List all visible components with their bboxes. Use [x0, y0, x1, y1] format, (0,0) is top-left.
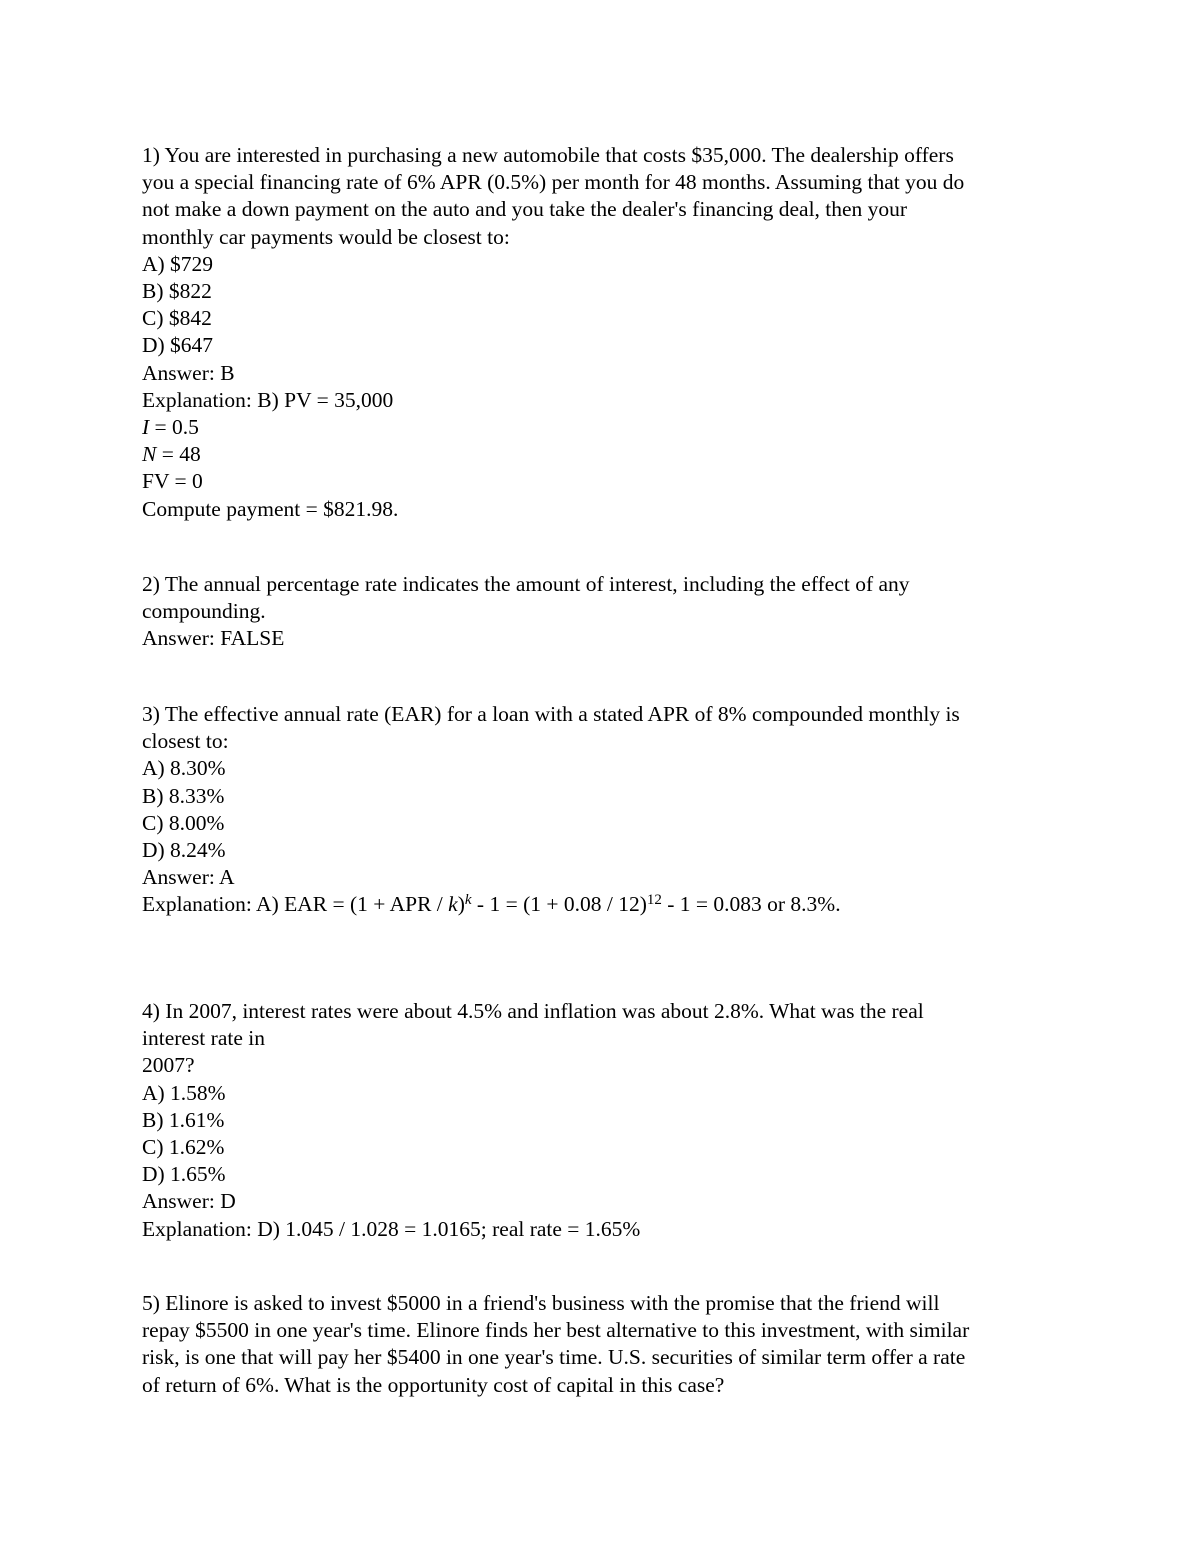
option-a: A) $729: [142, 251, 214, 276]
explanation-line: Compute payment = $821.98.: [142, 496, 399, 521]
exponent-12: 12: [646, 892, 662, 909]
question-stem-line: 3) The effective annual rate (EAR) for a loan with a stated APR of 8% compounded monthly is: [142, 702, 960, 726]
variable-name: I: [142, 415, 150, 440]
explanation: Explanation: D) 1.045 / 1.028 = 1.0165; real rate = 1.65%: [142, 1216, 641, 1241]
question-stem-line: of return of 6%. What is the opportunity cost of capital in this case?: [142, 1372, 725, 1397]
question-stem-line: 1) You are interested in purchasing a new automobile that costs $35,000. The dealership offers: [142, 143, 954, 167]
question-stem-line: 4) In 2007, interest rates were about 4.5% and inflation was about 2.8%. What was the real: [142, 999, 924, 1023]
explanation: Explanation: B) PV = 35,000: [142, 387, 394, 412]
question-stem-line: compounding.: [142, 599, 266, 624]
question-stem-line: 2) The annual percentage rate indicates the amount of interest, including the effect of any: [142, 572, 910, 596]
option-b: B) 1.61%: [142, 1107, 225, 1132]
question-stem-line: interest rate in: [142, 1026, 265, 1051]
answer: Answer: D: [142, 1189, 236, 1214]
exponent-k: k: [464, 892, 472, 909]
answer: Answer: FALSE: [142, 626, 285, 651]
answer: Answer: B: [142, 360, 235, 385]
question-stem-line: not make a down payment on the auto and you take the dealer's financing deal, then your: [142, 197, 908, 222]
option-d: D) 1.65%: [142, 1162, 226, 1187]
variable-name: N: [142, 442, 157, 467]
question-5: [142, 1290, 1062, 1399]
question-stem-line: you a special financing rate of 6% APR (0.5%) per month for 48 months. Assuming that you do: [142, 170, 965, 195]
option-b: B) 8.33%: [142, 783, 225, 808]
explanation-line: [142, 441, 1062, 468]
variable-value: = 0.5: [149, 415, 199, 440]
variable-value: = 48: [156, 442, 201, 467]
question-stem-line: 5) Elinore is asked to invest $5000 in a friend's business with the promise that the friend will: [142, 1291, 940, 1315]
explanation-line: FV = 0: [142, 469, 203, 494]
option-b: B) $822: [142, 279, 212, 304]
variable-k: k: [448, 892, 458, 917]
explanation-text: - 1 = (1 + 0.08 / 12): [471, 892, 647, 917]
option-c: C) 1.62%: [142, 1135, 225, 1160]
question-3: [142, 701, 1062, 919]
explanation-text: - 1 = 0.083 or 8.3%.: [661, 892, 841, 917]
option-a: A) 1.58%: [142, 1080, 226, 1105]
explanation-text: Explanation: A) EAR = (1 + APR /: [142, 892, 449, 917]
explanation: [142, 891, 1062, 918]
question-stem-line: closest to:: [142, 729, 229, 754]
option-d: D) $647: [142, 333, 214, 358]
option-d: D) 8.24%: [142, 838, 226, 863]
explanation-line: [142, 414, 1062, 441]
option-c: C) $842: [142, 306, 212, 331]
option-c: C) 8.00%: [142, 810, 225, 835]
question-1: [142, 142, 1062, 523]
answer: Answer: A: [142, 865, 235, 890]
explanation-text: ): [457, 892, 465, 917]
question-stem-line: monthly car payments would be closest to:: [142, 224, 510, 249]
option-a: A) 8.30%: [142, 756, 226, 781]
question-stem-line: repay $5500 in one year's time. Elinore finds her best alternative to this investment, with similar: [142, 1318, 970, 1343]
question-4: [142, 998, 1062, 1243]
question-stem-line: 2007?: [142, 1053, 195, 1078]
question-2: [142, 571, 1062, 653]
question-stem-line: risk, is one that will pay her $5400 in one year's time. U.S. securities of similar term offer a rate: [142, 1345, 966, 1370]
